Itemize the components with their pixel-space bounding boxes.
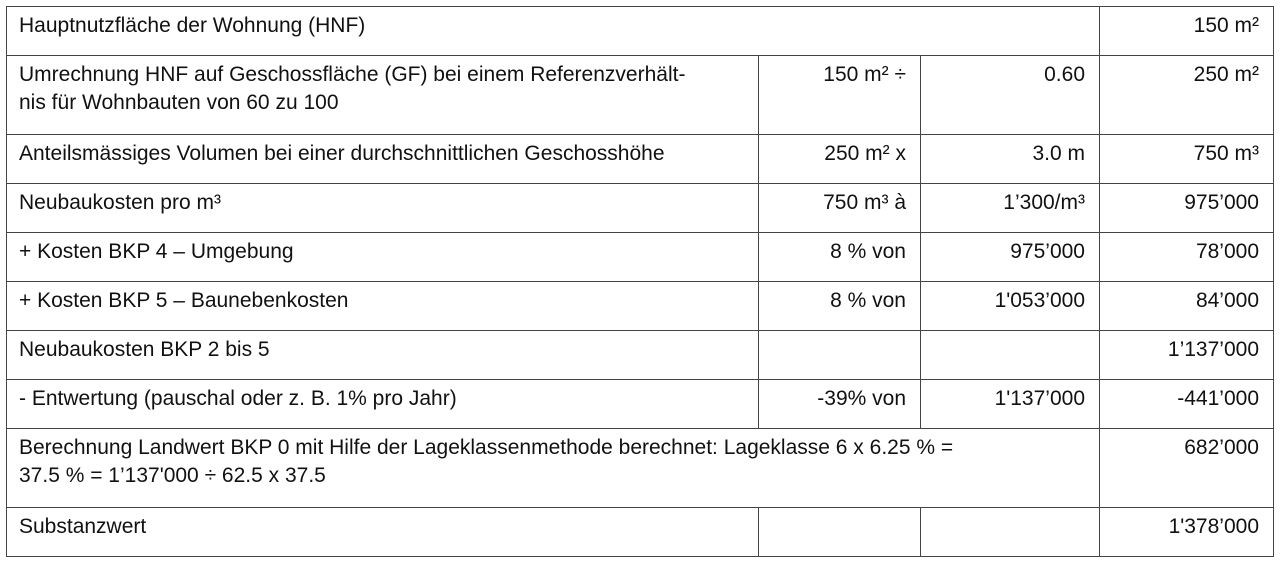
row-factor: 3.0 m	[921, 135, 1100, 184]
row-description: - Entwertung (pauschal oder z. B. 1% pro Jahr)	[7, 380, 759, 429]
table-row	[7, 56, 1274, 135]
row-description: Substanzwert	[7, 508, 759, 557]
table-row	[7, 184, 1274, 233]
row-factor	[921, 508, 1100, 557]
table-row	[7, 7, 1274, 56]
table-row	[7, 331, 1274, 380]
row-operand: 250 m² x	[759, 135, 921, 184]
row-factor: 975’000	[921, 233, 1100, 282]
row-description: Neubaukosten pro m³	[7, 184, 759, 233]
row-factor	[921, 331, 1100, 380]
table-row	[7, 135, 1274, 184]
row-description: + Kosten BKP 4 – Umgebung	[7, 233, 759, 282]
row-description: Umrechnung HNF auf Geschossfläche (GF) bei einem Referenzverhält- nis für Wohnbauten von 60 zu 100	[7, 56, 759, 135]
row-description: Anteilsmässiges Volumen bei einer durchschnittlichen Geschosshöhe	[7, 135, 759, 184]
row-factor: 1’300/m³	[921, 184, 1100, 233]
row-total: 682’000	[1100, 429, 1274, 508]
table-row	[7, 508, 1274, 557]
substanzwert-table	[6, 6, 1274, 557]
table-row	[7, 233, 1274, 282]
table-row	[7, 429, 1274, 508]
row-description: Hauptnutzfläche der Wohnung (HNF)	[7, 7, 1100, 56]
row-total: 84’000	[1100, 282, 1274, 331]
row-total: 1'378’000	[1100, 508, 1274, 557]
row-total: 975’000	[1100, 184, 1274, 233]
row-total: 150 m²	[1100, 7, 1274, 56]
row-description: + Kosten BKP 5 – Baunebenkosten	[7, 282, 759, 331]
table-row	[7, 380, 1274, 429]
row-total: 250 m²	[1100, 56, 1274, 135]
row-operand: 150 m² ÷	[759, 56, 921, 135]
row-factor: 1'137’000	[921, 380, 1100, 429]
row-factor: 1'053’000	[921, 282, 1100, 331]
row-operand	[759, 508, 921, 557]
row-operand: 8 % von	[759, 233, 921, 282]
row-operand: 8 % von	[759, 282, 921, 331]
row-description: Berechnung Landwert BKP 0 mit Hilfe der Lageklassenmethode berechnet: Lageklasse 6 x 6.25 % = 37.5 % = 1’137'000 ÷ 62.5 x 37.5	[7, 429, 1100, 508]
row-total: 750 m³	[1100, 135, 1274, 184]
row-total: 78’000	[1100, 233, 1274, 282]
row-description: Neubaukosten BKP 2 bis 5	[7, 331, 759, 380]
row-operand: -39% von	[759, 380, 921, 429]
row-factor: 0.60	[921, 56, 1100, 135]
table-row	[7, 282, 1274, 331]
row-total: 1’137’000	[1100, 331, 1274, 380]
row-operand: 750 m³ à	[759, 184, 921, 233]
row-total: -441’000	[1100, 380, 1274, 429]
row-operand	[759, 331, 921, 380]
